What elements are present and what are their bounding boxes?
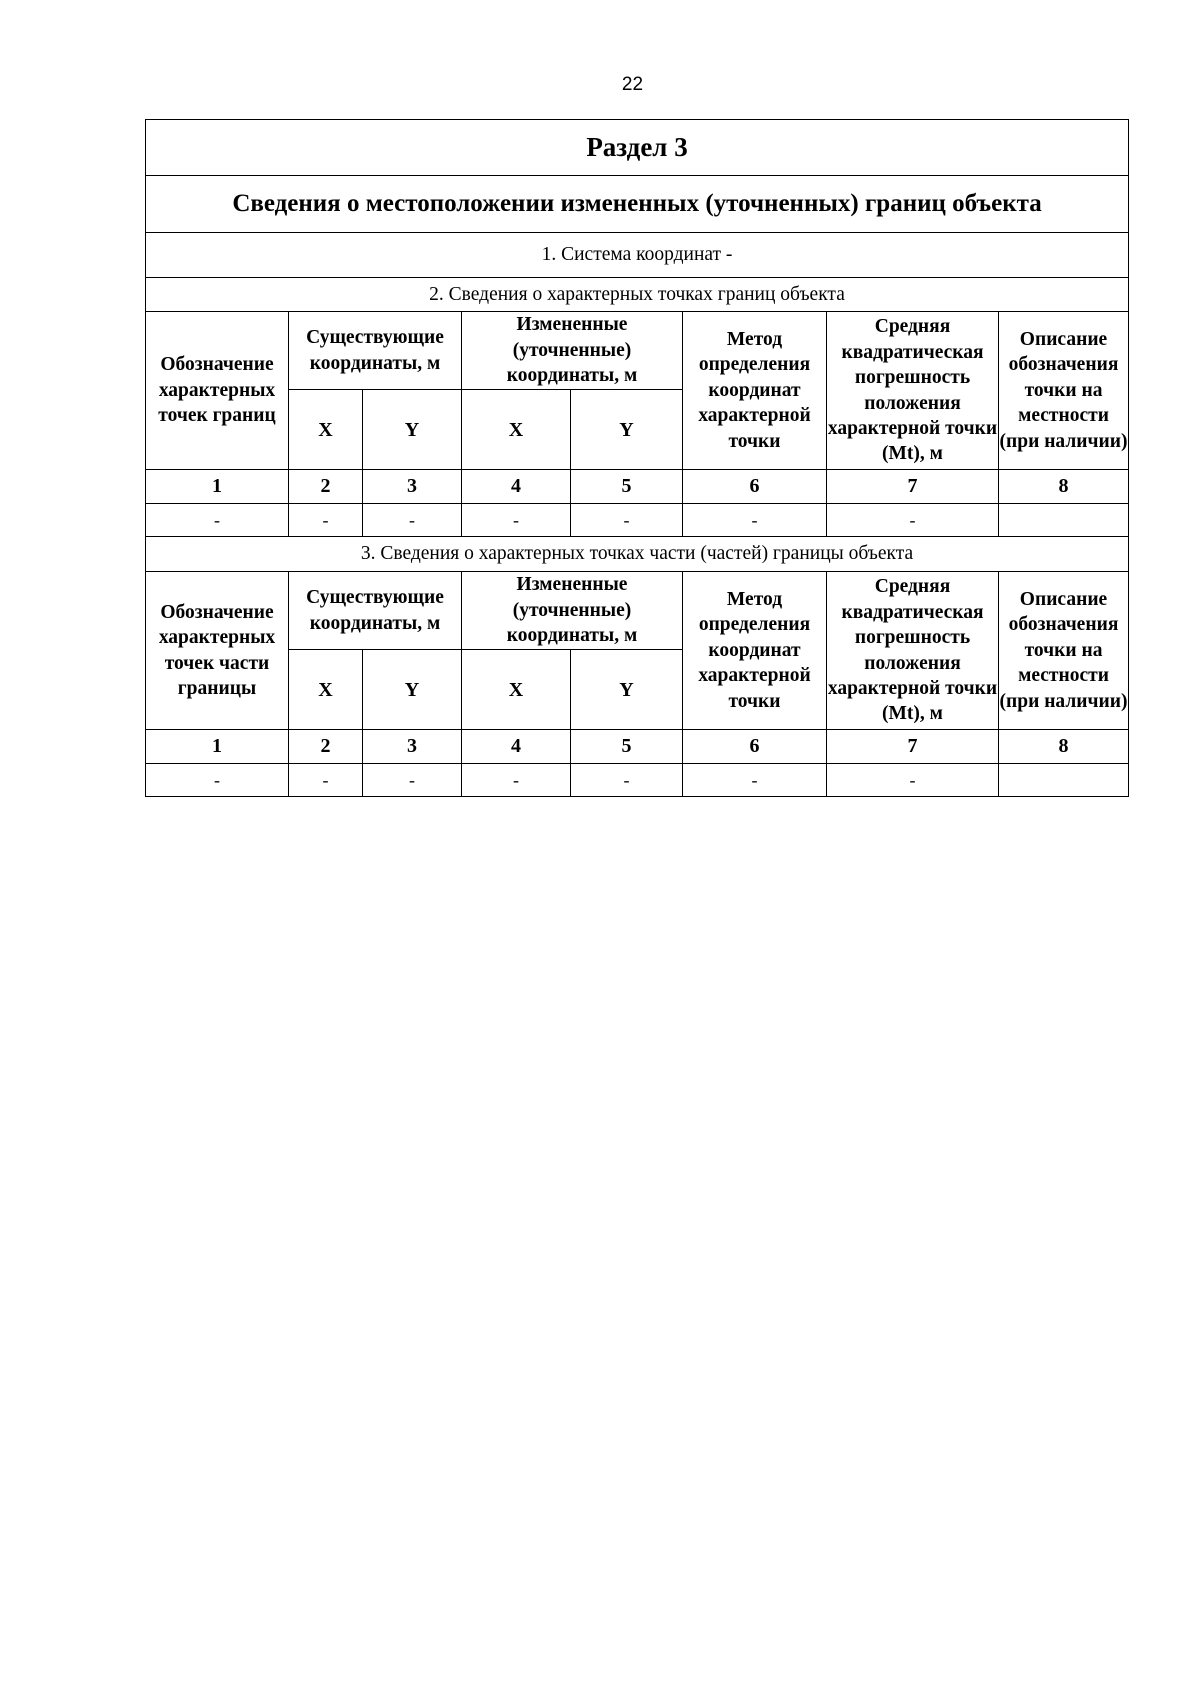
- header-description: Описание обозначения точки на местности (при наличии): [999, 312, 1129, 470]
- table-cell: [999, 504, 1129, 537]
- column-number: 2: [289, 730, 363, 764]
- column-number: 5: [571, 730, 683, 764]
- table-cell: -: [289, 504, 363, 537]
- table-cell: -: [827, 504, 999, 537]
- block2-label: 3. Сведения о характерных точках части (частей) границы объекта: [146, 537, 1129, 572]
- column-number: 6: [683, 730, 827, 764]
- table-row: [146, 764, 1129, 797]
- table-cell: -: [363, 764, 462, 797]
- column-number: 4: [462, 470, 571, 504]
- section-title: Сведения о местоположении измененных (уточненных) границ объекта: [146, 176, 1129, 233]
- column-number: 3: [363, 730, 462, 764]
- column-number: 1: [146, 730, 289, 764]
- header-method: Метод определения координат характерной точки: [683, 312, 827, 470]
- table-cell: -: [462, 504, 571, 537]
- coordinate-system: 1. Система координат -: [146, 233, 1129, 278]
- header-error: Средняя квадратическая погрешность положения характерной точки (Mt), м: [827, 312, 999, 470]
- table-cell: -: [683, 504, 827, 537]
- section-table: [145, 119, 1129, 797]
- header-x-existing: X: [289, 650, 363, 730]
- table-cell: -: [571, 504, 683, 537]
- table-cell: -: [462, 764, 571, 797]
- header-error: Средняя квадратическая погрешность положения характерной точки (Mt), м: [827, 572, 999, 730]
- column-number: 7: [827, 730, 999, 764]
- header-y-changed: Y: [571, 650, 683, 730]
- header-x-changed: X: [462, 650, 571, 730]
- table-row: [146, 504, 1129, 537]
- table-cell: -: [363, 504, 462, 537]
- header-y-existing: Y: [363, 650, 462, 730]
- header-existing-coords: Существующие координаты, м: [289, 572, 462, 650]
- header-x-existing: X: [289, 390, 363, 470]
- column-number: 1: [146, 470, 289, 504]
- header-x-changed: X: [462, 390, 571, 470]
- column-number: 6: [683, 470, 827, 504]
- column-numbers-row: [146, 470, 1129, 504]
- column-numbers-row: [146, 730, 1129, 764]
- table-cell: -: [289, 764, 363, 797]
- header-y-changed: Y: [571, 390, 683, 470]
- header-method: Метод определения координат характерной точки: [683, 572, 827, 730]
- table-cell: [999, 764, 1129, 797]
- table-cell: -: [146, 764, 289, 797]
- column-number: 3: [363, 470, 462, 504]
- table-cell: -: [683, 764, 827, 797]
- table-cell: -: [571, 764, 683, 797]
- header-changed-coords: Измененные (уточненные) координаты, м: [462, 572, 683, 650]
- header-changed-coords: Измененные (уточненные) координаты, м: [462, 312, 683, 390]
- block1-label: 2. Сведения о характерных точках границ объекта: [146, 278, 1129, 312]
- header-description: Описание обозначения точки на местности (при наличии): [999, 572, 1129, 730]
- table-cell: -: [146, 504, 289, 537]
- column-number: 5: [571, 470, 683, 504]
- header-designation: Обозначение характерных точек границ: [146, 312, 289, 470]
- column-number: 2: [289, 470, 363, 504]
- column-number: 4: [462, 730, 571, 764]
- column-number: 8: [999, 730, 1129, 764]
- column-number: 8: [999, 470, 1129, 504]
- section-heading: Раздел 3: [146, 120, 1129, 176]
- header-designation: Обозначение характерных точек части границы: [146, 572, 289, 730]
- table-cell: -: [827, 764, 999, 797]
- page-number: 22: [621, 74, 644, 95]
- header-existing-coords: Существующие координаты, м: [289, 312, 462, 390]
- header-y-existing: Y: [363, 390, 462, 470]
- column-number: 7: [827, 470, 999, 504]
